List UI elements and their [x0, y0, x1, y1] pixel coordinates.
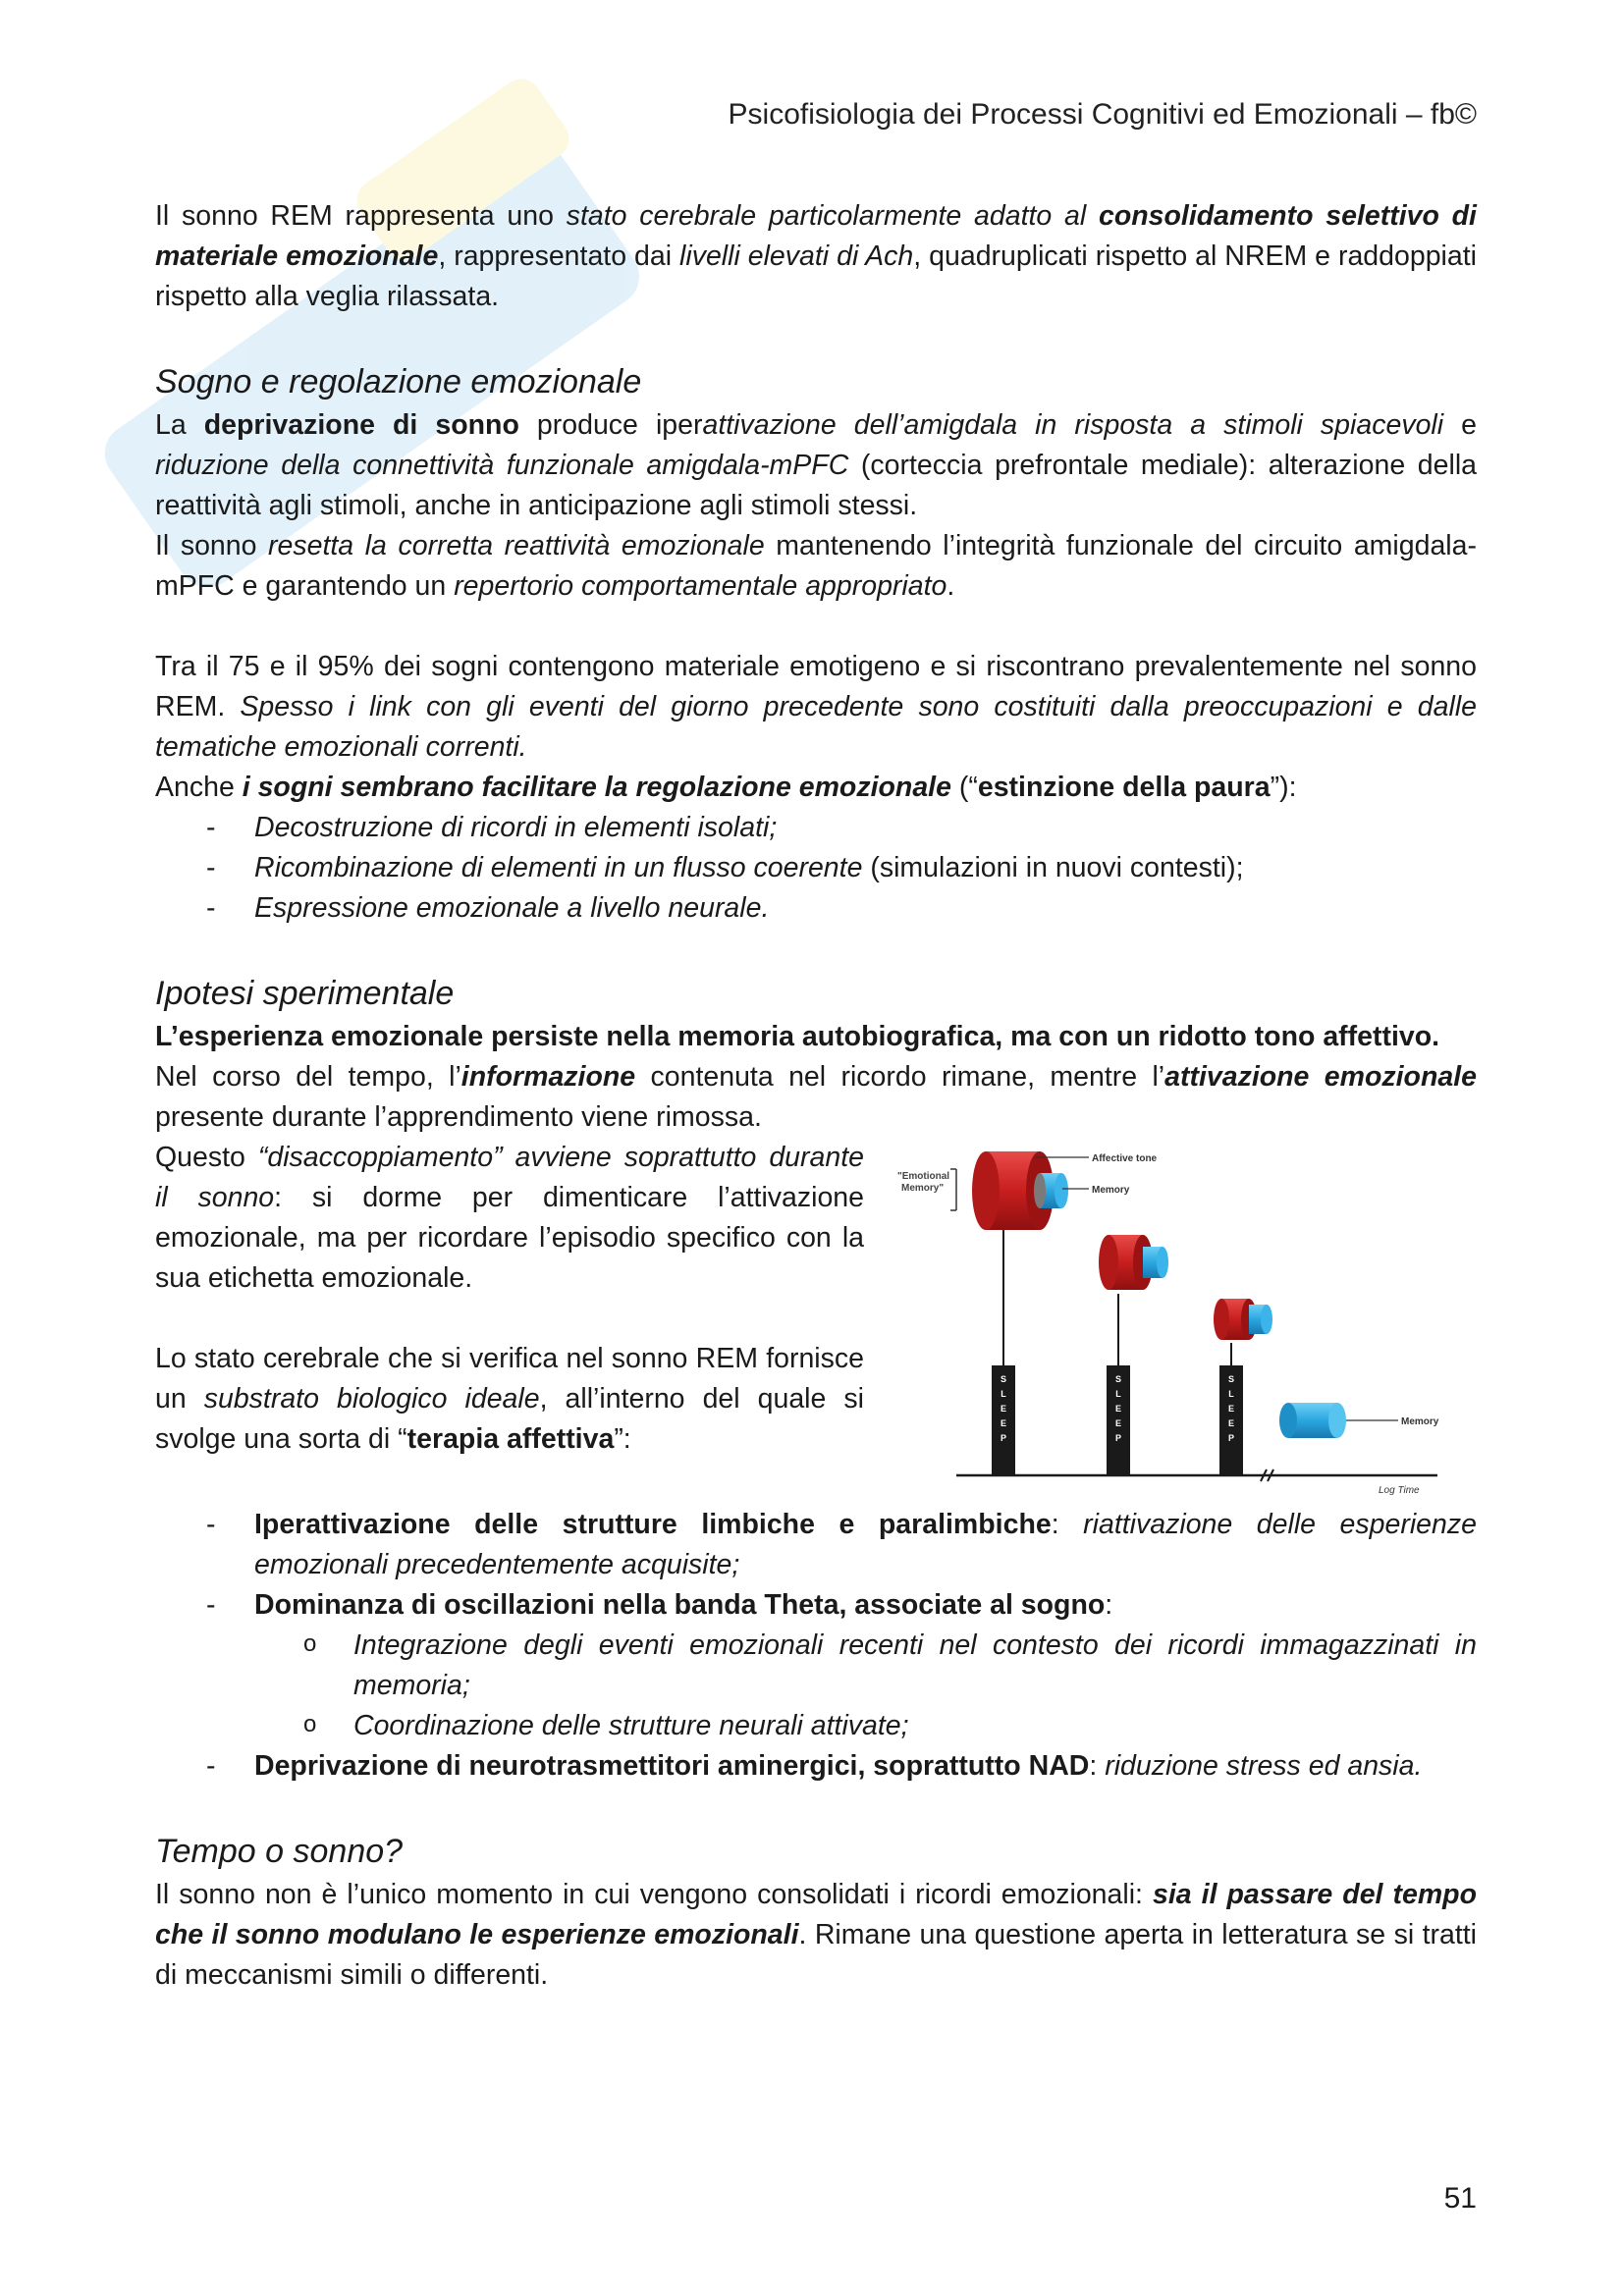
- sleep-letter: P: [1227, 1433, 1235, 1443]
- dream-functions-list: [155, 808, 1477, 929]
- section1-paragraph-1: La deprivazione di sonno produce iperattivazione dell’amigdala in risposta a stimoli spiacevoli e riduzione della connettività funzionale amigdala-mPFC (corteccia prefrontale mediale): alterazione della reattività agli stimoli, anche in anticipazione agli stimoli stessi.: [155, 409, 1477, 521]
- list-item: - Deprivazione di neurotrasmettitori aminergici, soprattutto NAD: riduzione stress ed ansia.: [155, 1746, 1477, 1787]
- sleep-letter: L: [1115, 1389, 1121, 1399]
- svg-text:Memory": Memory": [901, 1183, 945, 1194]
- theta-sublist: [254, 1626, 1477, 1746]
- sleep-letter: L: [1001, 1389, 1006, 1399]
- affective-therapy-list: [155, 1505, 1477, 1787]
- list-item: - Decostruzione di ricordi in elementi isolati;: [155, 808, 1477, 848]
- intro-paragraph: Il sonno REM rappresenta uno stato cerebrale particolarmente adatto al consolidamento selettivo di materiale emozionale, rappresentato dai livelli elevati di Ach, quadruplicati rispetto al NREM e raddoppiati rispetto alla veglia rilassata.: [155, 200, 1477, 312]
- sleep-letter: P: [1114, 1433, 1122, 1443]
- log-time-label: Log Time: [1379, 1485, 1420, 1496]
- sleep-letter: E: [1227, 1418, 1235, 1428]
- sublist-item: o Integrazione degli eventi emozionali recenti nel contesto dei ricordi immagazzinati in memoria;: [254, 1626, 1477, 1706]
- list-item: - Dominanza di oscillazioni nella banda Theta, associate al sogno: o Integrazione degli eventi emozionali recenti nel contesto dei ricordi immagazzinati in memoria; o Coordinazione delle strutture neurali attivate;: [155, 1585, 1477, 1746]
- sleep-bar-1: [992, 1365, 1015, 1475]
- sleep-letter: P: [1000, 1433, 1007, 1443]
- list-item: - Iperattivazione delle strutture limbiche e paralimbiche: riattivazione delle esperienze emozionali precedentemente acquisite;: [155, 1505, 1477, 1585]
- sleep-letter: E: [1114, 1418, 1122, 1428]
- memory-label-top: Memory: [1092, 1185, 1130, 1196]
- sleep-letter: S: [1000, 1374, 1007, 1384]
- sleep-letter: S: [1227, 1374, 1235, 1384]
- affective-tone-label: Affective tone: [1092, 1153, 1158, 1164]
- emotional-memory-figure: [888, 1142, 1477, 1505]
- section-title-tempo: Tempo o sonno?: [155, 1833, 404, 1870]
- sleep-letter: E: [1227, 1404, 1235, 1414]
- section1-paragraph-2: Il sonno resetta la corretta reattività emozionale mantenendo l’integrità funzionale del circuito amigdala-mPFC e garantendo un repertorio comportamentale appropriato.: [155, 530, 1477, 602]
- section-title-ipotesi: Ipotesi sperimentale: [155, 975, 455, 1012]
- memory-cylinder-4: [1279, 1403, 1346, 1438]
- sleep-letter: S: [1114, 1374, 1122, 1384]
- section2-paragraph-4: Lo stato cerebrale che si verifica nel sonno REM fornisce un substrato biologico ideale, all’interno del quale si svolge una sorta di “terapia affettiva”:: [155, 1343, 864, 1455]
- page-number: 51: [1443, 2182, 1477, 2215]
- section2-paragraph-2: Nel corso del tempo, l’informazione contenuta nel ricordo rimane, mentre l’attivazione emozionale presente durante l’apprendimento viene rimossa.: [155, 1061, 1477, 1133]
- sleep-bar-3: [1219, 1365, 1243, 1475]
- sleep-letter: L: [1228, 1389, 1234, 1399]
- page-header: Psicofisiologia dei Processi Cognitivi ed Emozionali – fb©: [728, 98, 1477, 131]
- section3-paragraph-1: Il sonno non è l’unico momento in cui vengono consolidati i ricordi emozionali: sia il passare del tempo che il sonno modulano le esperienze emozionali. Rimane una questione aperta in letteratura se si tratti di meccanismi simili o differenti.: [155, 1879, 1477, 1991]
- section1-paragraph-4: Anche i sogni sembrano facilitare la regolazione emozionale (“estinzione della paura”):: [155, 772, 1297, 803]
- sublist-item: o Coordinazione delle strutture neurali attivate;: [254, 1706, 1477, 1746]
- section-title-sogno: Sogno e regolazione emozionale: [155, 363, 642, 400]
- section2-paragraph-3: Questo “disaccoppiamento” avviene soprattutto durante il sonno: si dorme per dimenticare l’attivazione emozionale, ma per ricordare l’episodio specifico con la sua etichetta emozionale.: [155, 1142, 865, 1294]
- memory-cylinder-1: [972, 1151, 1068, 1230]
- emotional-memory-label: "Emotional: [897, 1171, 950, 1182]
- memory-cylinder-2: [1099, 1235, 1168, 1290]
- list-item: - Espressione emozionale a livello neurale.: [155, 888, 1477, 929]
- page-content: [155, 196, 1477, 1996]
- section2-paragraph-1: L’esperienza emozionale persiste nella memoria autobiografica, ma con un ridotto tono affettivo.: [155, 1021, 1440, 1052]
- sleep-letter: E: [1000, 1418, 1007, 1428]
- section1-paragraph-3: Tra il 75 e il 95% dei sogni contengono materiale emotigeno e si riscontrano prevalentemente nel sonno REM. Spesso i link con gli eventi del giorno precedente sono costituiti dalla preoccupazioni e dalle tematiche emozionali correnti.: [155, 651, 1477, 763]
- sleep-bar-2: [1107, 1365, 1130, 1475]
- sleep-letter: E: [1114, 1404, 1122, 1414]
- memory-cylinder-3: [1214, 1299, 1272, 1340]
- memory-label-right: Memory: [1401, 1416, 1439, 1427]
- list-item: - Ricombinazione di elementi in un flusso coerente (simulazioni in nuovi contesti);: [155, 848, 1477, 888]
- sleep-letter: E: [1000, 1404, 1007, 1414]
